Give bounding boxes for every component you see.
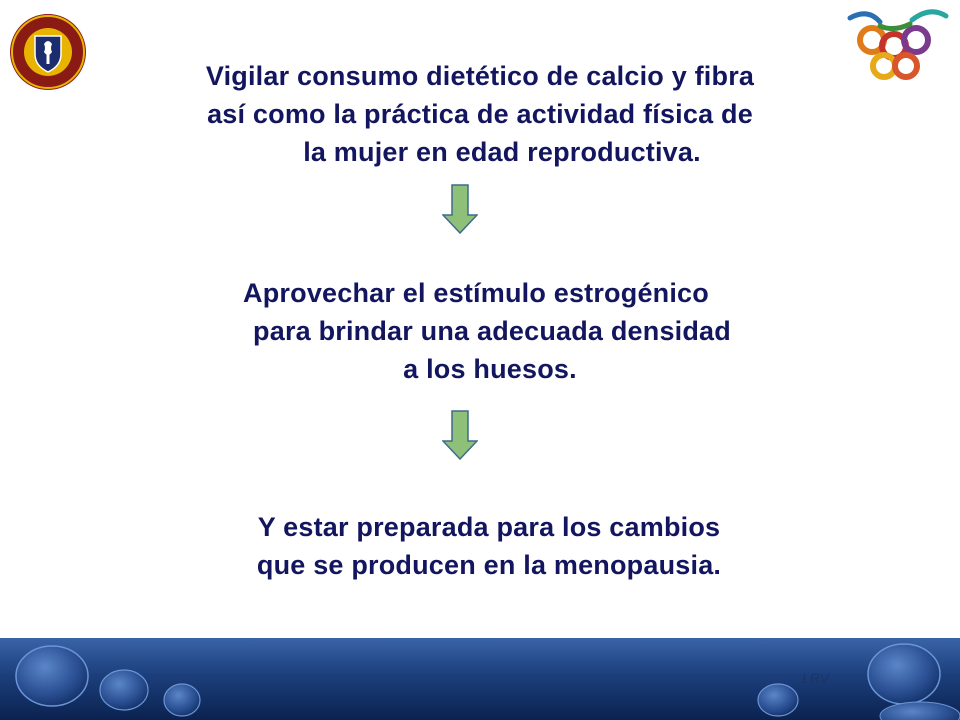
text-line: a los huesos. [403,354,577,384]
text-line: para brindar una adecuada densidad [253,316,731,346]
text-line: así como la práctica de actividad física de [207,99,753,129]
text-line: Vigilar consumo dietético de calcio y fibra [205,61,755,91]
text-line: Y estar preparada para los cambios [257,512,721,542]
text-block-3 [0,508,960,584]
author-initials: LRV [802,670,829,686]
text-block-1 [0,57,960,171]
down-arrow-icon [442,410,478,460]
text-line: la mujer en edad reproductiva. [303,137,701,167]
down-arrow-icon [442,184,478,234]
text-block-2 [0,274,960,388]
footer-band [0,638,960,720]
text-line: Aprovechar el estímulo estrogénico [243,278,709,308]
text-line: que se producen en la menopausia. [256,550,722,580]
